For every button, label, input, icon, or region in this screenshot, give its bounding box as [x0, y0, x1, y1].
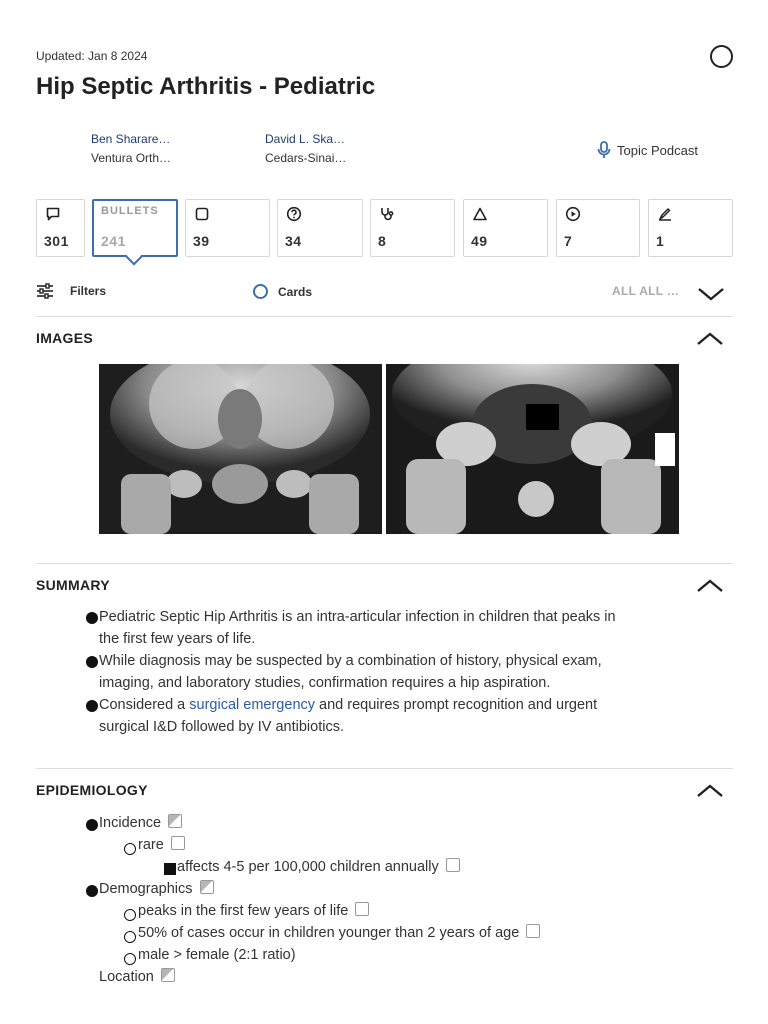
summary-bullet [36, 650, 636, 694]
list-item [36, 856, 540, 878]
tab-warnings[interactable] [463, 199, 548, 257]
summary-bullet [36, 694, 636, 738]
sliders-icon [36, 282, 54, 300]
page-title: Hip Septic Arthritis - Pediatric [36, 73, 376, 100]
content-type-tabs [36, 199, 733, 257]
tab-count: 1 [656, 233, 665, 249]
xray-image-1[interactable] [99, 364, 382, 534]
flag-checkbox[interactable] [355, 902, 369, 916]
topic-podcast-label: Topic Podcast [617, 142, 698, 158]
all-filter-summary[interactable]: ALL ALL … [612, 284, 680, 298]
tab-count: 7 [564, 233, 573, 249]
list-item [36, 834, 540, 856]
item-text: affects 4-5 per 100,000 children annually [177, 859, 439, 875]
epidemiology-section-title: EPIDEMIOLOGY [36, 782, 148, 798]
flag-checkbox[interactable] [526, 924, 540, 938]
bullet-dot [86, 700, 98, 712]
tab-notes[interactable] [648, 199, 733, 257]
circle-toggle-button[interactable] [710, 45, 733, 68]
author-name[interactable]: Ben Sharare… [91, 132, 171, 146]
cards-radio[interactable] [253, 284, 268, 299]
list-item [36, 922, 540, 944]
bullet-circle [124, 843, 136, 855]
author-name[interactable]: David L. Ska… [265, 132, 346, 146]
tab-bullets[interactable] [92, 199, 178, 257]
item-text: peaks in the first few years of life [138, 903, 349, 919]
chevron-up-icon[interactable] [696, 783, 724, 799]
bullet-text: and requires prompt recognition and urgent surgical I&D followed by IV antibiotics. [99, 697, 598, 735]
divider [36, 563, 733, 564]
active-tab-pointer [126, 249, 143, 266]
item-text: 50% of cases occur in children younger than 2 years of age [138, 925, 520, 941]
item-text: male > female (2:1 ratio) [138, 947, 296, 963]
epidemiology-list [36, 812, 540, 988]
xray-image-2[interactable] [386, 364, 679, 534]
tab-cases[interactable] [370, 199, 455, 257]
comment-icon [45, 206, 61, 222]
tab-comments[interactable] [36, 199, 85, 257]
bullet-square [164, 863, 176, 875]
stethoscope-icon [379, 206, 395, 222]
triangle-icon [472, 206, 488, 222]
flag-checkbox[interactable] [161, 968, 175, 982]
author-affiliation: Ventura Orth… [91, 151, 172, 165]
images-section-title: IMAGES [36, 330, 94, 346]
bullet-dot [86, 612, 98, 624]
summary-section-title: SUMMARY [36, 577, 110, 593]
cards-toggle[interactable] [253, 284, 312, 299]
card-icon [194, 206, 210, 222]
tab-count: 8 [378, 233, 387, 249]
chevron-down-icon[interactable] [697, 286, 725, 302]
list-item [36, 944, 540, 966]
flag-checkbox[interactable] [200, 880, 214, 894]
play-icon [565, 206, 581, 222]
summary-list [36, 606, 636, 738]
bullet-dot [86, 885, 98, 897]
tab-videos[interactable] [556, 199, 640, 257]
tab-questions[interactable] [277, 199, 363, 257]
tab-count: 241 [101, 233, 126, 249]
microphone-icon [596, 141, 612, 159]
summary-bullet [36, 606, 636, 650]
tab-label: BULLETS [101, 205, 159, 217]
divider [36, 316, 733, 317]
author-affiliation: Cedars-Sinai… [265, 151, 347, 165]
flag-checkbox[interactable] [446, 858, 460, 872]
item-text: Demographics [99, 881, 193, 897]
author-1[interactable] [91, 130, 171, 168]
pen-icon [657, 206, 673, 222]
tab-count: 301 [44, 233, 69, 249]
filter-bar [36, 280, 733, 306]
divider [36, 768, 733, 769]
tab-cards[interactable] [185, 199, 270, 257]
list-item [36, 812, 540, 834]
bullet-circle [124, 909, 136, 921]
flag-checkbox[interactable] [168, 814, 182, 828]
filters-button[interactable] [36, 282, 106, 300]
author-2[interactable] [265, 130, 346, 168]
list-item [36, 900, 540, 922]
tab-count: 34 [285, 233, 302, 249]
bullet-circle [124, 931, 136, 943]
bullet-dot [86, 819, 98, 831]
cards-label: Cards [278, 284, 313, 299]
bullet-text: While diagnosis may be suspected by a combination of history, physical exam, imaging, and laboratory studies, confirmation requires a hip aspiration. [99, 653, 602, 691]
bullet-text: Considered a [99, 697, 190, 713]
item-text: Location [99, 969, 154, 985]
bullet-text: Pediatric Septic Hip Arthritis is an intra-articular infection in children that peaks in the first few years of life. [99, 609, 616, 647]
updated-date: Updated: Jan 8 2024 [36, 49, 148, 63]
list-item [36, 878, 540, 900]
chevron-up-icon[interactable] [696, 331, 724, 347]
tab-count: 49 [471, 233, 488, 249]
question-icon [286, 206, 302, 222]
item-text: Incidence [99, 815, 162, 831]
surgical-emergency-link[interactable]: surgical emergency [189, 697, 316, 713]
flag-checkbox[interactable] [171, 836, 185, 850]
bullet-dot [86, 656, 98, 668]
item-text: rare [138, 837, 164, 853]
chevron-up-icon[interactable] [696, 578, 724, 594]
list-item [36, 966, 540, 988]
filters-label: Filters [70, 284, 107, 298]
tab-count: 39 [193, 233, 210, 249]
topic-podcast-button[interactable] [596, 141, 698, 159]
bullet-circle [124, 953, 136, 965]
